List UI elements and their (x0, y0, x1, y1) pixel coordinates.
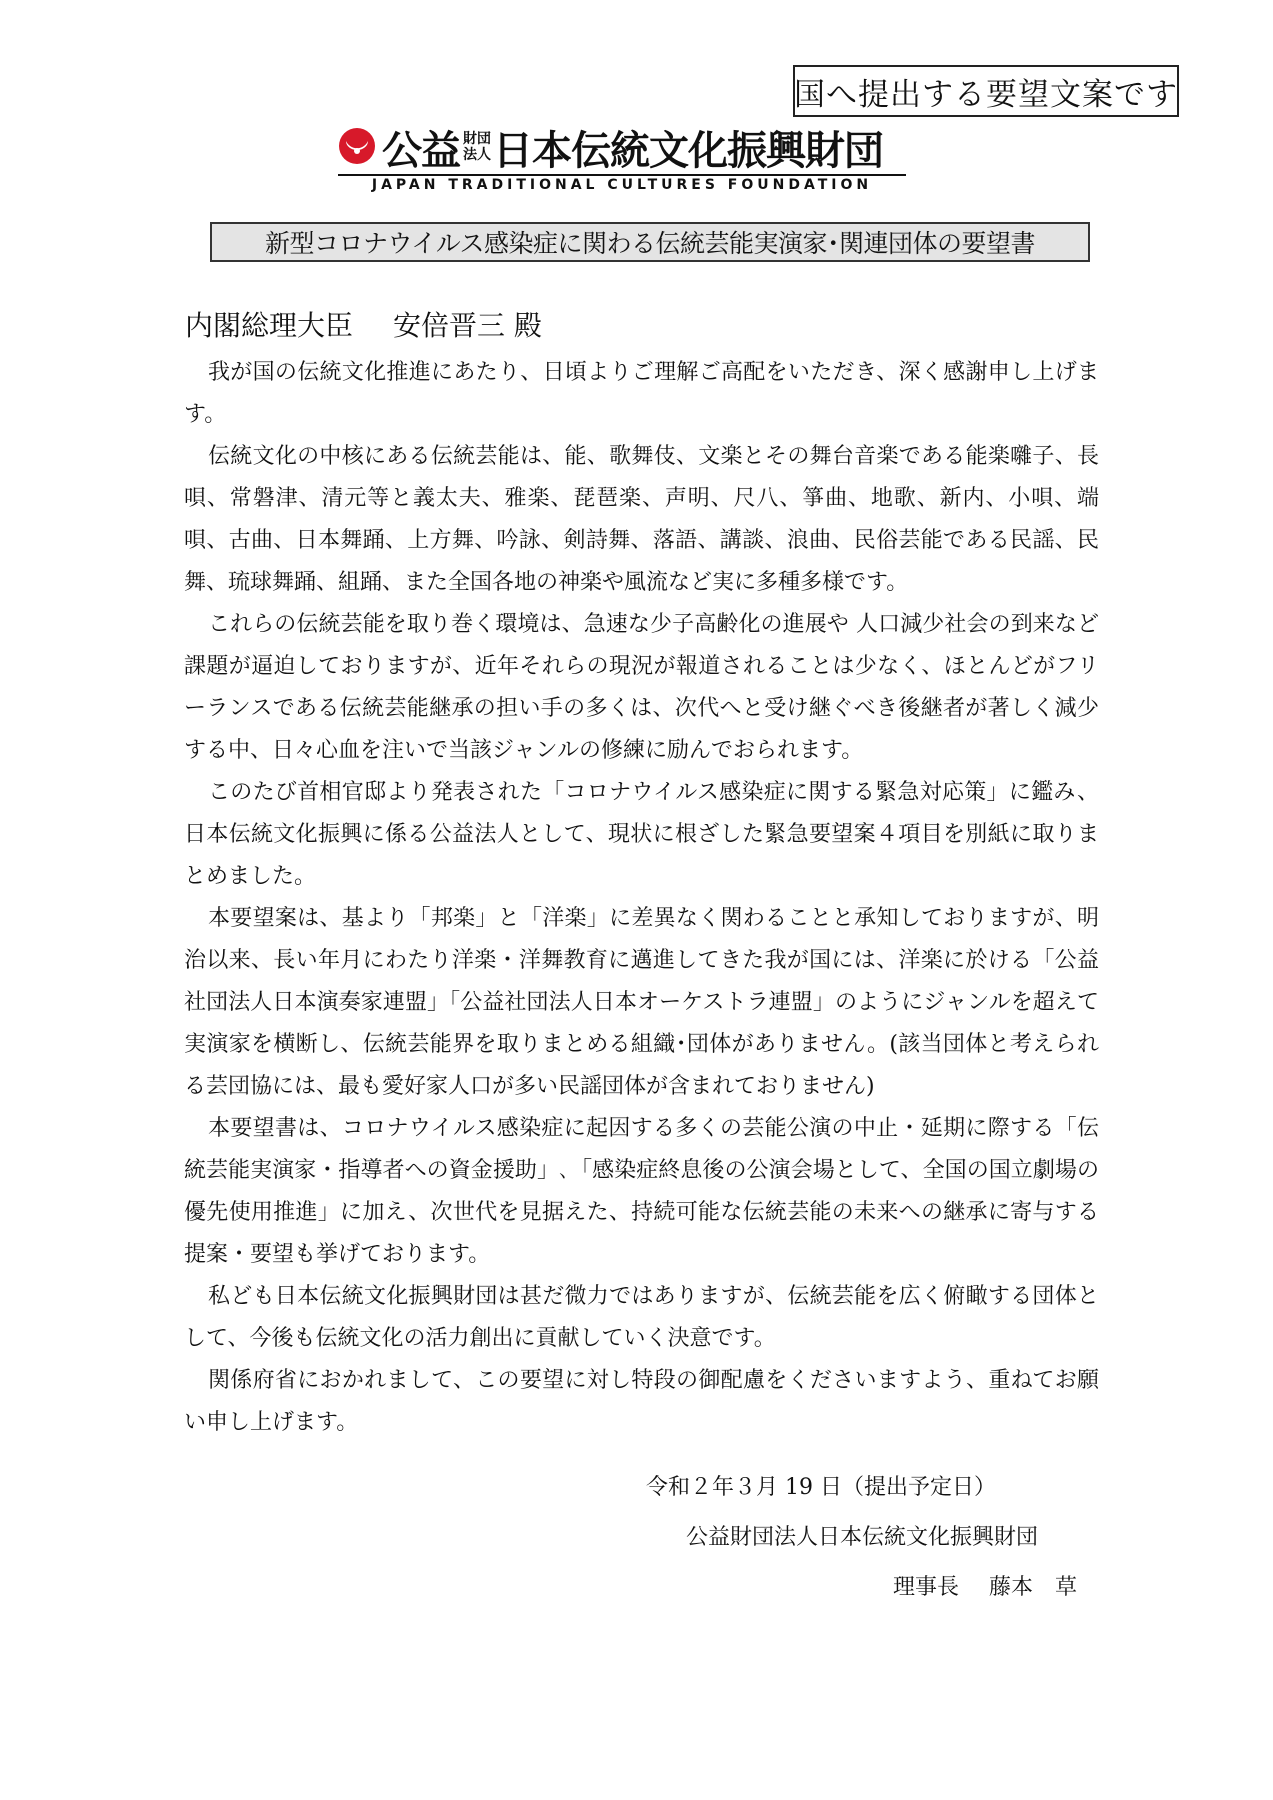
paragraph-environment: これらの伝統芸能を取り巻く環境は、急速な少子高齢化の進展や 人口減少社会の到来など課題が逼迫しておりますが、近年それらの現況が報道されることは少なく、ほとんどがフリーランスである伝統芸能継承の担い手の多くは、次代へと受け継ぐべき後継者が著しく減少する中、日々心血を注いで当該ジャンルの修練に励んでおられます。 (184, 612, 1099, 763)
draft-notice-box (793, 65, 1179, 117)
logo-small-bottom: 法人 (463, 147, 491, 163)
draft-notice-text: 国へ提出する要望文案です (794, 76, 1178, 113)
paragraph-closing: 関係府省におかれまして、この要望に対し特段の御配慮をくださいますよう、重ねてお願い申し上げます。 (184, 1368, 1099, 1435)
paragraph-emergency-measures: このたび首相官邸より発表された「コロナウイルス感染症に関する緊急対応策」に鑑み、日本伝統文化振興に係る公益法人として、現状に根ざした緊急要望案４項目を別紙に取りまとめました。 (184, 780, 1099, 889)
addressee-name: 安倍晋三 殿 (393, 309, 542, 342)
signature-date: 令和２年３月 19 日（提出予定日） (646, 1475, 996, 1500)
logo-english-name: JAPAN TRADITIONAL CULTURES FOUNDATION (371, 177, 873, 193)
paragraph-commitment: 私ども日本伝統文化振興財団は甚だ微力ではありますが、伝統芸能を広く俯瞰する団体として、今後も伝統文化の活力創出に貢献していく決意です。 (184, 1284, 1099, 1351)
addressee-title: 内閣総理大臣 (185, 309, 354, 342)
paragraph-organizations: 本要望案は、基より「邦楽」と「洋楽」に差異なく関わることと承知しておりますが、明治以来、長い年月にわたり洋楽・洋舞教育に邁進してきた我が国には、洋楽に於ける「公益社団法人日本演奏家連盟」「公益社団法人日本オーケストラ連盟」のようにジャンルを超えて実演家を横断し、伝統芸能界を取りまとめる組織･団体がありません。(該当団体と考えられる芸団協には、最も愛好家人口が多い民謡団体が含まれておりません) (184, 906, 1099, 1099)
logo-word-koeki: 公益 (382, 127, 460, 174)
document-title-text: 新型コロナウイルス感染症に関わる伝統芸能実演家･関連団体の要望書 (264, 229, 1035, 258)
paragraph-requests: 本要望書は、コロナウイルス感染症に起因する多くの芸能公演の中止・延期に際する「伝統芸能実演家・指導者への資金援助」､「感染症終息後の公演会場として、全国の国立劇場の優先使用推進」に加え、次世代を見据えた、持続可能な伝統芸能の未来への継承に寄与する提案・要望も挙げております。 (184, 1116, 1099, 1267)
logo-divider (338, 174, 906, 176)
logo-small-top: 財団 (463, 131, 491, 147)
signature-organization: 公益財団法人日本伝統文化振興財団 (686, 1525, 1039, 1550)
signature-chair-name: 藤本 草 (989, 1575, 1078, 1600)
logo-title (382, 122, 883, 172)
letter-body (184, 352, 1099, 1444)
logo-foundation-name: 日本伝統文化振興財団 (493, 127, 883, 174)
signature-chair-title: 理事長 (893, 1575, 960, 1600)
paragraph-greeting: 我が国の伝統文化推進にあたり、日頃よりご理解ご高配をいただき、深く感謝申し上げます。 (184, 360, 1099, 427)
logo-small-text (463, 131, 491, 163)
signature-chair (893, 1570, 1077, 1601)
document-title (210, 222, 1090, 262)
addressee (185, 304, 542, 344)
foundation-logo (338, 124, 908, 194)
foundation-emblem-icon (338, 127, 376, 165)
paragraph-traditional-arts: 伝統文化の中核にある伝統芸能は、能、歌舞伎、文楽とその舞台音楽である能楽囃子、長唄、常磐津、清元等と義太夫、雅楽、琵琶楽、声明、尺八、箏曲、地歌、新内、小唄、端唄、古曲、日本舞踊、上方舞、吟詠、剣詩舞、落語、講談、浪曲、民俗芸能である民謡、民舞、琉球舞踊、組踊、また全国各地の神楽や風流など実に多種多様です。 (184, 444, 1099, 595)
